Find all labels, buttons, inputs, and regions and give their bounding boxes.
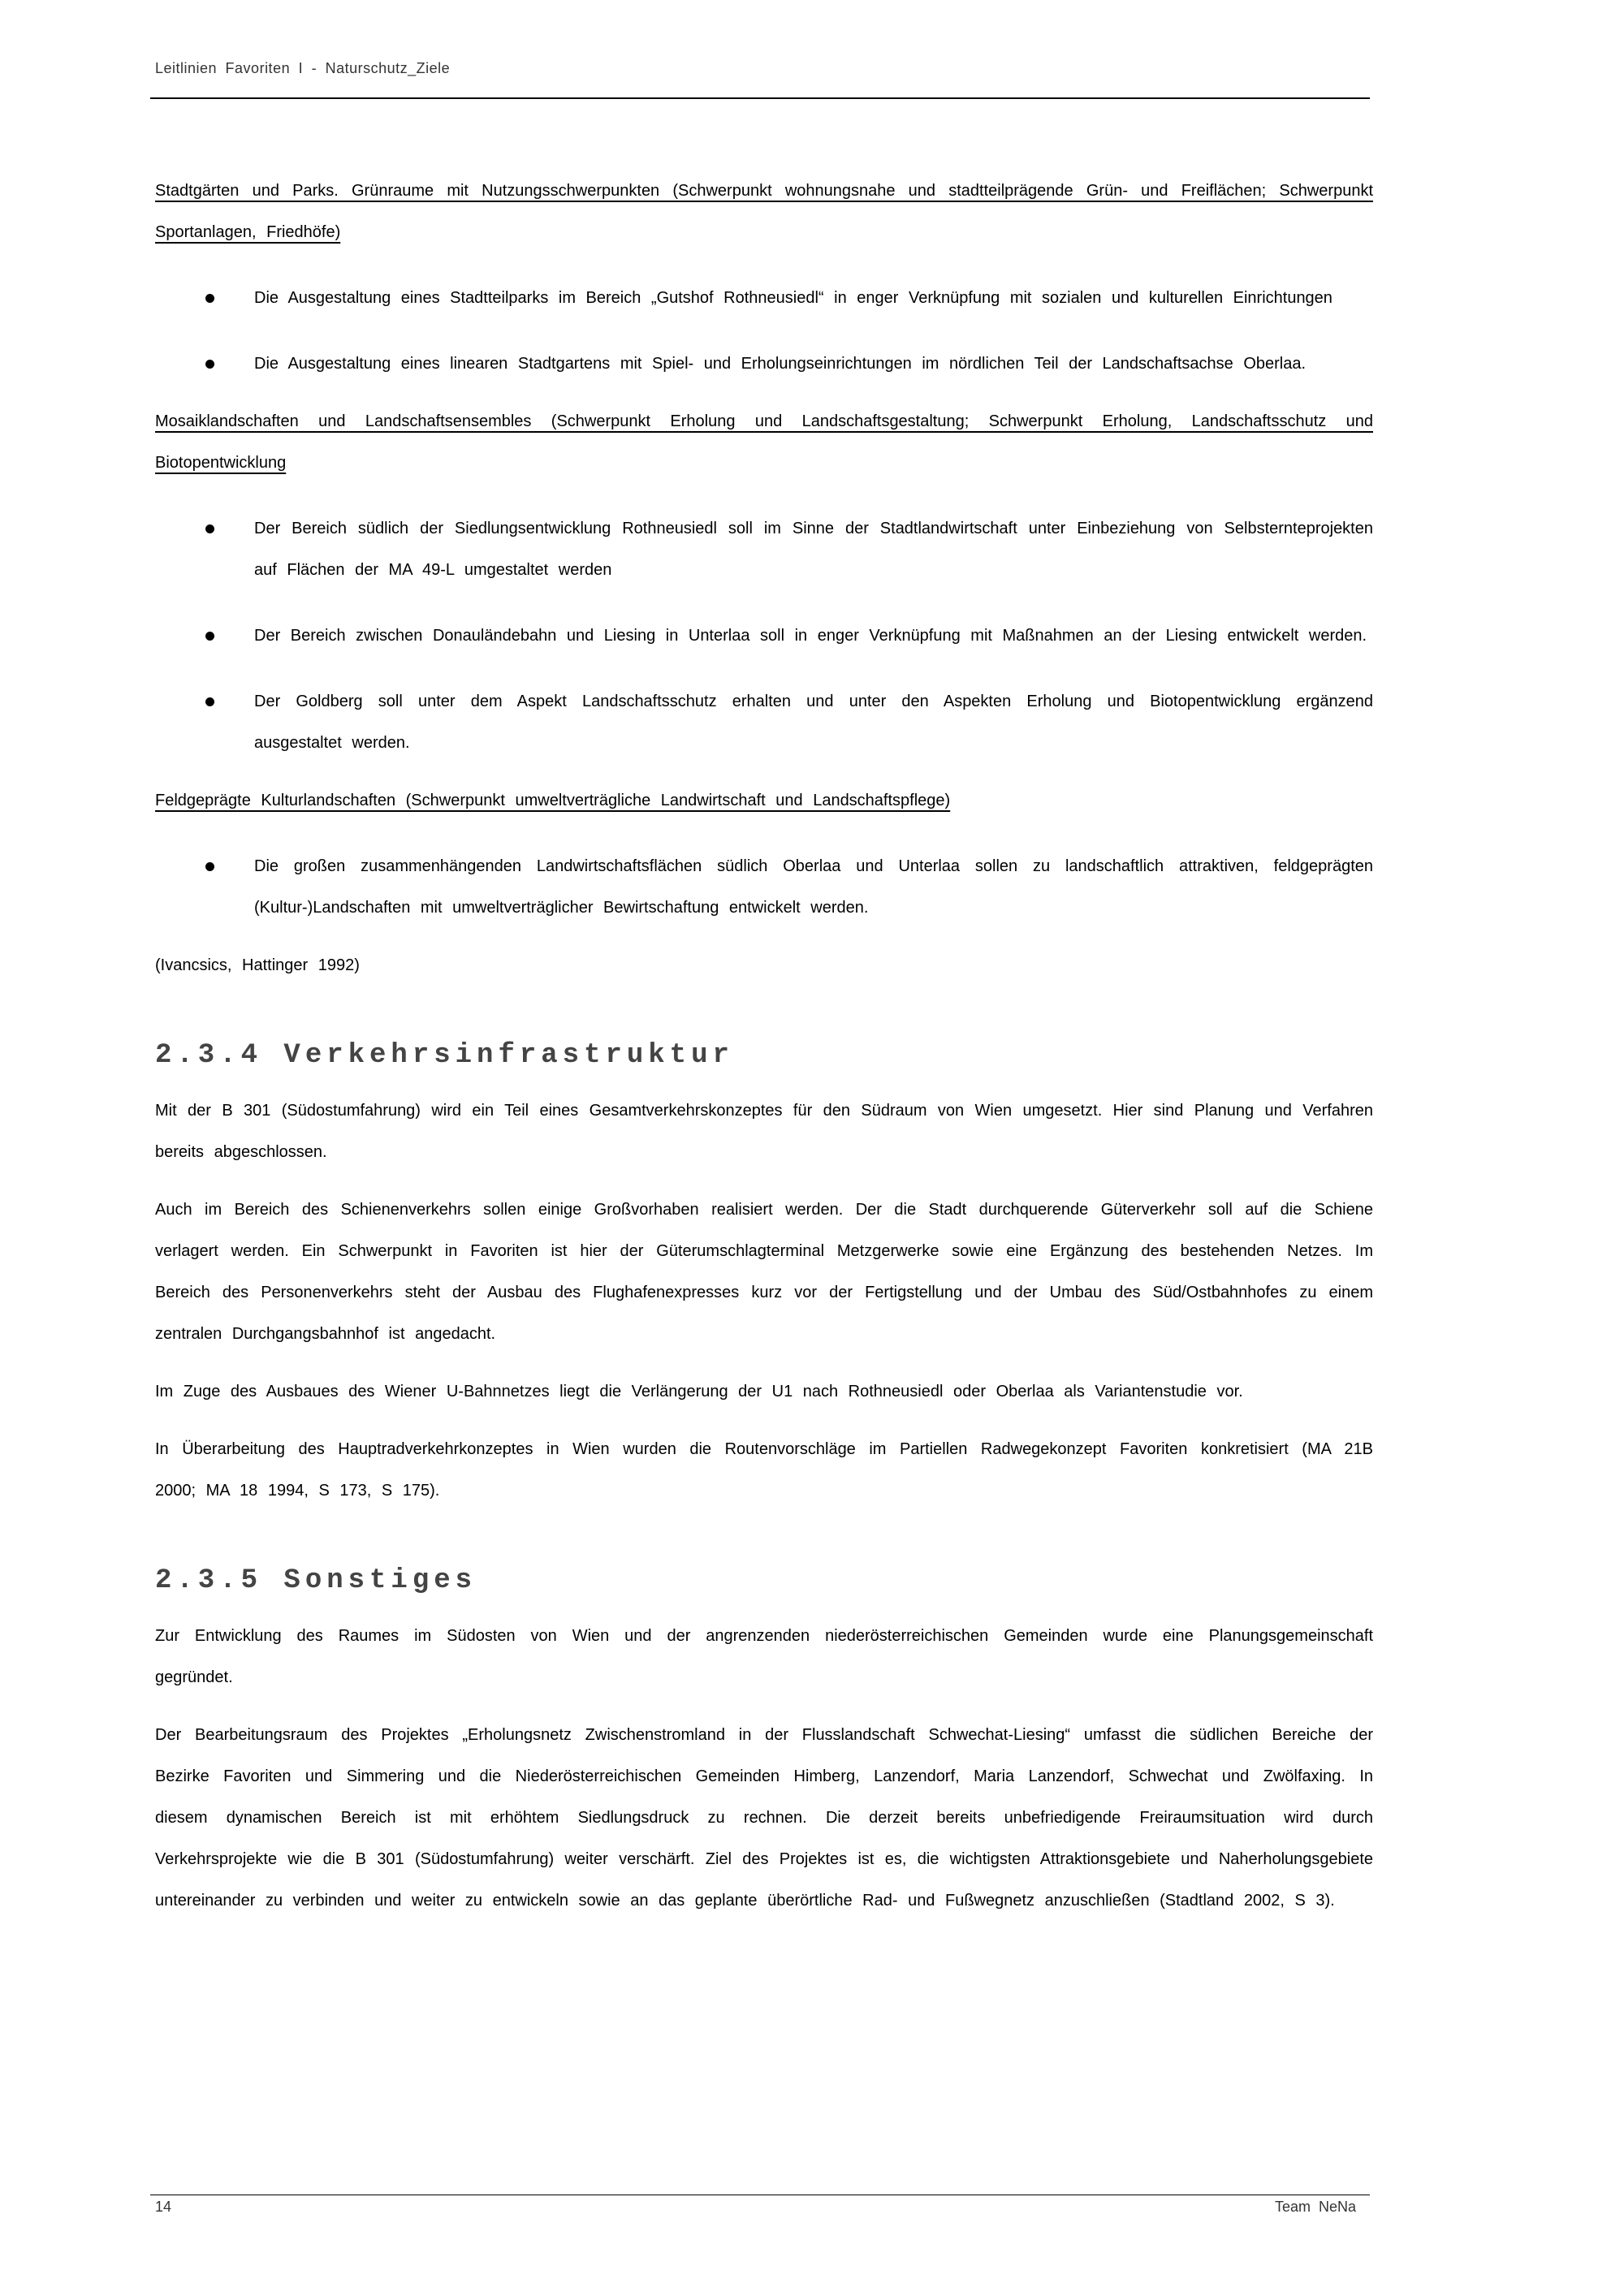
bullet-text: Der Bereich zwischen Donauländebahn und Liesing in Unterlaa soll in enger Verknüpfung mit Maßnahmen an der Liesing entwickelt werden. — [254, 627, 1367, 645]
list-item — [155, 615, 1373, 657]
subsection-heading-feld: Feldgeprägte Kulturlandschaften (Schwerpunkt umweltverträgliche Landwirtschaft und Landschaftspflege) — [155, 792, 951, 809]
bullet-icon — [205, 360, 214, 369]
page-number: 14 — [155, 2199, 172, 2215]
bullet-list-mosaik — [155, 508, 1373, 764]
paragraph: Der Bearbeitungsraum des Projektes „Erholungsnetz Zwischenstromland in der Flusslandschaft Schwechat-Liesing“ umfasst die südlichen Bereiche der Bezirke Favoriten und Simmering und die Niederösterreichischen Gemeinden Himberg, Lanzendorf, Maria Lanzendorf, Schwechat und Zwölfaxing. In diesem dynamischen Bereich ist mit erhöhtem Siedlungsdruck zu rechnen. Die derzeit bereits unbefriedigende Freiraumsituation wird durch Verkehrsprojekte wie die B 301 (Südostumfahrung) weiter verschärft. Ziel des Projektes ist es, die wichtigsten Attraktionsgebiete und Naherholungsgebiete untereinander zu verbinden und weiter zu entwickeln sowie an das geplante überörtliche Rad- und Fußwegnetz anzuschließen (Stadtland 2002, S 3). — [155, 1726, 1373, 1910]
footer-team: Team NeNa — [1275, 2199, 1357, 2215]
bullet-text: Die Ausgestaltung eines linearen Stadtgartens mit Spiel- und Erholungseinrichtungen im nördlichen Teil der Landschaftsachse Oberlaa. — [254, 355, 1307, 373]
bullet-icon — [205, 862, 214, 871]
paragraph: Im Zuge des Ausbaues des Wiener U-Bahnnetzes liegt die Verlängerung der U1 nach Rothneusiedl oder Oberlaa als Variantenstudie vor. — [155, 1383, 1243, 1400]
list-item — [155, 681, 1373, 764]
paragraph: Mit der B 301 (Südostumfahrung) wird ein Teil eines Gesamtverkehrskonzeptes für den Südraum von Wien umgesetzt. Hier sind Planung und Verfahren bereits abgeschlossen. — [155, 1102, 1373, 1161]
bullet-text: Der Bereich südlich der Siedlungsentwicklung Rothneusiedl soll im Sinne der Stadtlandwirtschaft unter Einbeziehung von Selbsternteprojekten auf Flächen der MA 49-L umgestaltet werden — [254, 520, 1373, 579]
paragraph: Zur Entwicklung des Raumes im Südosten von Wien und der angrenzenden niederösterreichischen Gemeinden wurde eine Planungsgemeinschaft gegründet. — [155, 1627, 1373, 1686]
paragraph: In Überarbeitung des Hauptradverkehrkonzeptes in Wien wurden die Routenvorschläge im Partiellen Radwegekonzept Favoriten konkretisiert (MA 21B 2000; MA 18 1994, S 173, S 175). — [155, 1440, 1373, 1500]
header-divider — [150, 97, 1370, 99]
list-item — [155, 508, 1373, 591]
section-heading-verkehr: 2.3.4 Verkehrsinfrastruktur — [155, 1040, 734, 1071]
list-item — [155, 278, 1373, 319]
subsection-heading-mosaik: Mosaiklandschaften und Landschaftsensembles (Schwerpunkt Erholung und Landschaftsgestaltung; Schwerpunkt Erholung, Landschaftsschutz und Biotopentwicklung — [155, 412, 1373, 472]
bullet-icon — [205, 632, 214, 641]
section-heading-sonstiges: 2.3.5 Sonstiges — [155, 1565, 477, 1596]
bullet-icon — [205, 697, 214, 706]
list-item — [155, 846, 1373, 929]
bullet-list-feld — [155, 846, 1373, 929]
bullet-icon — [205, 294, 214, 303]
bullet-icon — [205, 524, 214, 533]
list-item — [155, 343, 1373, 385]
subsection-heading-stadtgaerten: Stadtgärten und Parks. Grünraume mit Nutzungsschwerpunkten (Schwerpunkt wohnungsnahe und stadtteilprägende Grün- und Freiflächen; Schwerpunkt Sportanlagen, Friedhöfe) — [155, 182, 1373, 241]
document-body — [155, 170, 1373, 1922]
paragraph: Auch im Bereich des Schienenverkehrs sollen einige Großvorhaben realisiert werden. Der die Stadt durchquerende Güterverkehr soll auf die Schiene verlagert werden. Ein Schwerpunkt in Favoriten ist hier der Güterumschlagterminal Metzgerwerke sowie eine Ergänzung des bestehenden Netzes. Im Bereich des Personenverkehrs steht der Ausbau des Flughafenexpresses kurz vor der Fertigstellung und der Umbau des Süd/Ostbahnhofes zu einem zentralen Durchgangsbahnhof ist angedacht. — [155, 1201, 1373, 1343]
citation: (Ivancsics, Hattinger 1992) — [155, 956, 360, 974]
bullet-text: Der Goldberg soll unter dem Aspekt Landschaftsschutz erhalten und unter den Aspekten Erholung und Biotopentwicklung ergänzend ausgestaltet werden. — [254, 693, 1373, 752]
page-header: Leitlinien Favoriten I - Naturschutz_Ziele — [155, 60, 451, 76]
bullet-text: Die Ausgestaltung eines Stadtteilparks im Bereich „Gutshof Rothneusiedl“ in enger Verknüpfung mit sozialen und kulturellen Einrichtungen — [254, 289, 1332, 307]
bullet-text: Die großen zusammenhängenden Landwirtschaftsflächen südlich Oberlaa und Unterlaa sollen zu landschaftlich attraktiven, feldgeprägten (Kultur-)Landschaften mit umweltverträglicher Bewirtschaftung entwickelt werden. — [254, 857, 1373, 917]
bullet-list-stadtgaerten — [155, 278, 1373, 385]
